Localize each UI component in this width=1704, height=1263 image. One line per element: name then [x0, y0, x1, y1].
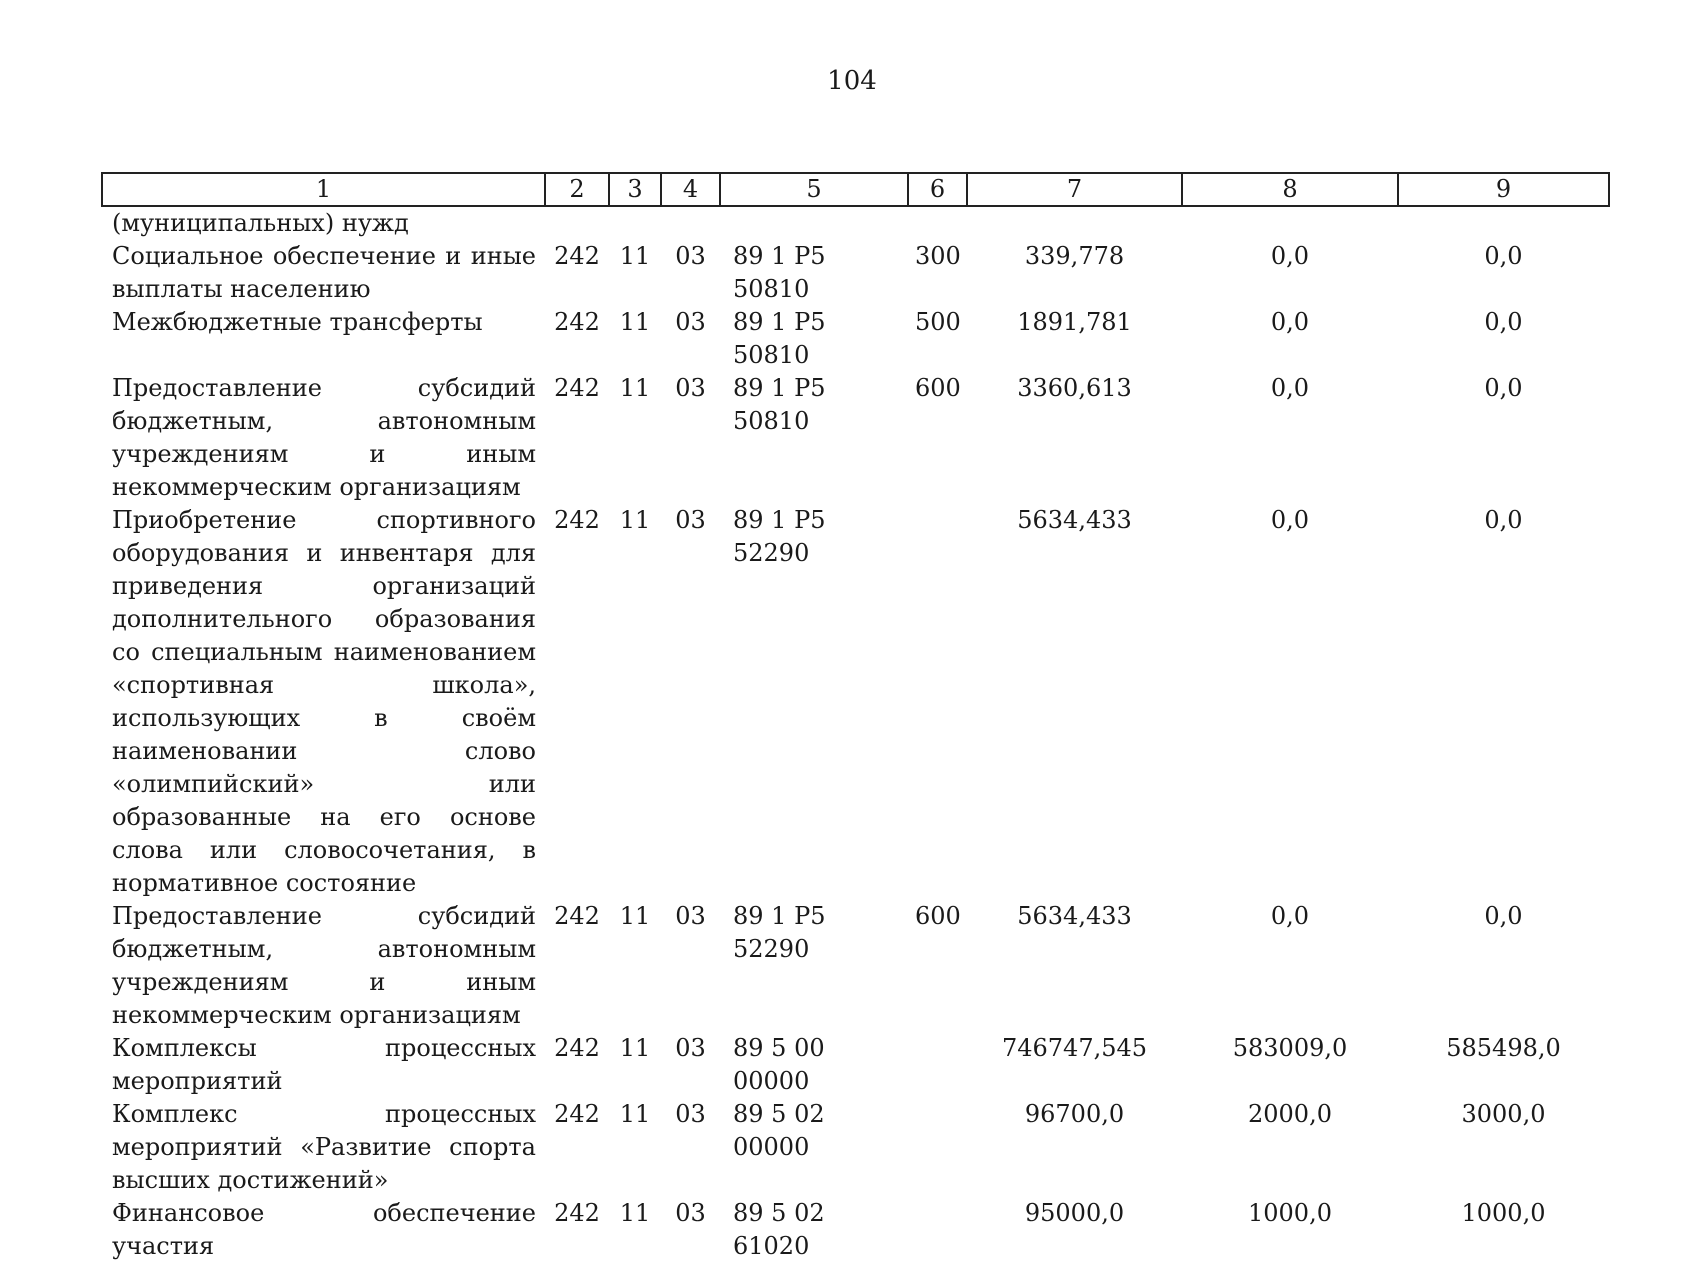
column-header: 1	[102, 173, 545, 206]
row-name: Предоставление субсидий бюджетным, автономным учреждениям и иным некоммерческим организациям	[112, 902, 536, 1029]
code-subsection: 03	[675, 308, 706, 336]
row-name: Межбюджетные трансферты	[112, 308, 483, 336]
amount-col7: 1891,781	[1017, 308, 1132, 336]
code-subsection: 03	[675, 374, 706, 402]
column-header: 8	[1182, 173, 1398, 206]
code-subsection: 03	[675, 1100, 706, 1128]
code-expense-type: 300	[915, 242, 961, 270]
code-expense-type	[908, 206, 967, 240]
code-expense-type	[908, 1098, 967, 1197]
amount-col7: 5634,433	[1017, 902, 1132, 930]
code-section: 11	[619, 1034, 651, 1062]
code-subsection: 03	[675, 1199, 706, 1227]
code-subsection: 03	[675, 1034, 706, 1062]
code-subsection: 03	[675, 242, 706, 270]
code-subsection	[661, 206, 720, 240]
row-name: Комплексы процессных мероприятий	[112, 1034, 536, 1095]
row-name: Финансовое обеспечение участия	[112, 1199, 536, 1260]
table-row	[102, 504, 1609, 900]
table-row	[102, 206, 1609, 240]
header-row	[102, 173, 1609, 206]
code-target: 89 1 P5 50810	[733, 242, 826, 303]
code-target: 89 1 P5 50810	[733, 374, 826, 435]
amount-col9: 0,0	[1484, 374, 1523, 402]
code-expense-type	[908, 504, 967, 900]
code-target	[720, 206, 908, 240]
code-target: 89 1 P5 52290	[733, 902, 826, 963]
amount-col9: 0,0	[1484, 308, 1523, 336]
column-header: 2	[545, 173, 609, 206]
amount-col9	[1398, 206, 1609, 240]
code-admin: 242	[554, 374, 600, 402]
row-name: (муниципальных) нужд	[112, 209, 409, 237]
amount-col7	[967, 206, 1182, 240]
amount-col8: 0,0	[1270, 242, 1310, 270]
amount-col8: 0,0	[1270, 506, 1310, 534]
amount-col9: 585498,0	[1446, 1034, 1561, 1062]
column-header: 4	[661, 173, 720, 206]
column-header: 5	[720, 173, 908, 206]
code-target: 89 1 P5 52290	[733, 506, 826, 567]
row-name: Комплекс процессных мероприятий «Развитие спорта высших достижений»	[112, 1100, 536, 1194]
code-expense-type: 600	[915, 374, 961, 402]
amount-col9: 0,0	[1484, 506, 1523, 534]
code-expense-type	[908, 1032, 967, 1098]
table-row	[102, 1197, 1609, 1263]
code-admin: 242	[554, 1034, 600, 1062]
table-row	[102, 240, 1609, 306]
code-subsection: 03	[675, 506, 706, 534]
amount-col8: 0,0	[1270, 374, 1310, 402]
code-section: 11	[619, 1100, 651, 1128]
amount-col9: 1000,0	[1461, 1199, 1546, 1227]
code-section: 11	[619, 242, 651, 270]
amount-col8: 583009,0	[1232, 1034, 1348, 1062]
row-name: Предоставление субсидий бюджетным, автономным учреждениям и иным некоммерческим организациям	[112, 374, 536, 501]
amount-col9: 3000,0	[1461, 1100, 1546, 1128]
table-row	[102, 1098, 1609, 1197]
code-expense-type	[908, 1197, 967, 1263]
amount-col7: 96700,0	[1024, 1100, 1125, 1128]
code-target: 89 1 P5 50810	[733, 308, 826, 369]
code-admin: 242	[554, 506, 600, 534]
code-admin: 242	[554, 902, 600, 930]
amount-col9: 0,0	[1484, 902, 1523, 930]
amount-col8: 2000,0	[1248, 1100, 1332, 1128]
code-expense-type: 500	[915, 308, 961, 336]
amount-col9: 0,0	[1484, 242, 1523, 270]
budget-table	[101, 172, 1610, 1263]
amount-col8: 1000,0	[1248, 1199, 1332, 1227]
column-header: 3	[609, 173, 661, 206]
column-header: 9	[1398, 173, 1609, 206]
table-row	[102, 372, 1609, 504]
code-admin: 242	[554, 308, 600, 336]
code-admin	[545, 206, 609, 240]
amount-col7: 5634,433	[1017, 506, 1132, 534]
code-target: 89 5 00 00000	[733, 1034, 825, 1095]
code-admin: 242	[554, 242, 600, 270]
page-number: 104	[827, 66, 877, 96]
code-admin: 242	[554, 1100, 600, 1128]
table-row	[102, 306, 1609, 372]
amount-col8: 0,0	[1270, 902, 1310, 930]
code-section: 11	[619, 506, 651, 534]
code-target: 89 5 02 61020	[733, 1199, 825, 1260]
code-section: 11	[619, 308, 651, 336]
column-header: 6	[908, 173, 967, 206]
code-admin: 242	[554, 1199, 600, 1227]
table-row	[102, 1032, 1609, 1098]
table-row	[102, 900, 1609, 1032]
code-section: 11	[619, 1199, 651, 1227]
code-expense-type: 600	[915, 902, 961, 930]
amount-col8	[1182, 206, 1398, 240]
amount-col7: 746747,545	[1001, 1034, 1148, 1062]
column-header: 7	[967, 173, 1182, 206]
amount-col8: 0,0	[1270, 308, 1310, 336]
row-name: Приобретение спортивного оборудования и инвентаря для приведения организаций дополнительного образования со специальным наименованием «спортивная школа», использующих в своём наименовании слово «олимпийский» или образованные на его основе слова или словосочетания, в нормативное состояние	[112, 506, 536, 897]
amount-col7: 339,778	[1024, 242, 1125, 270]
row-name: Социальное обеспечение и иные выплаты населению	[112, 242, 536, 303]
code-target: 89 5 02 00000	[733, 1100, 825, 1161]
amount-col7: 3360,613	[1017, 374, 1132, 402]
code-section	[609, 206, 661, 240]
code-section: 11	[619, 374, 651, 402]
code-subsection: 03	[675, 902, 706, 930]
amount-col7: 95000,0	[1024, 1199, 1125, 1227]
code-section: 11	[619, 902, 651, 930]
